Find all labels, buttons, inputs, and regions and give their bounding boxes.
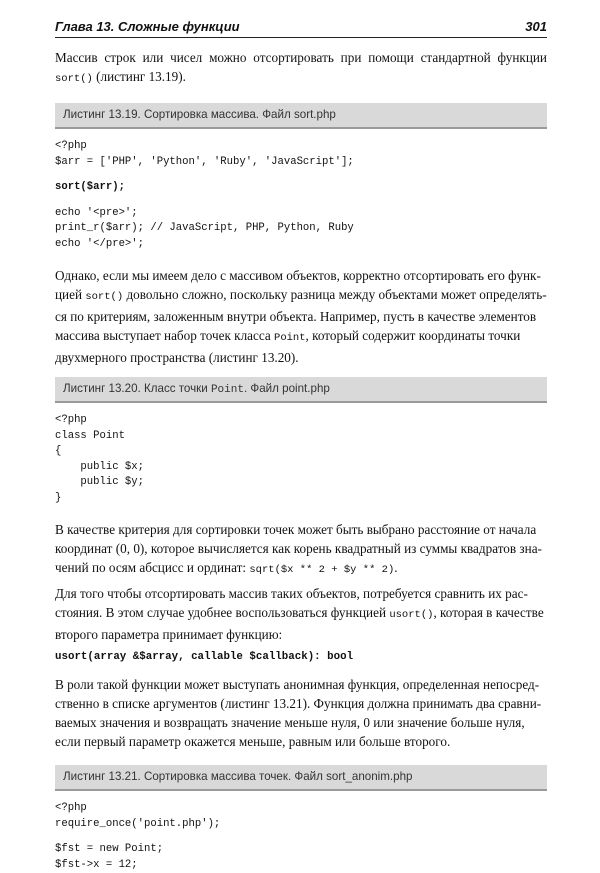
- text: чений по осям абсцисс и ординат:: [55, 560, 249, 575]
- text: цией: [55, 287, 85, 302]
- text: . Файл point.php: [244, 382, 330, 395]
- text-line: ваемых значения и возвращать значение меньше нуля, 0 или значение больше нуля,: [55, 713, 547, 732]
- text: Листинг 13.20. Класс точки: [63, 382, 211, 395]
- usort-signature: usort(array &$array, callable $callback): bool: [55, 648, 547, 667]
- running-header: [55, 14, 547, 38]
- text-line: двухмерного пространства (листинг 13.20).: [55, 348, 547, 367]
- inline-code-sort: sort(): [85, 291, 123, 303]
- text: , которая в качестве: [433, 605, 543, 620]
- text-line: если первый параметр окажется меньше, равным или больше второго.: [55, 732, 547, 751]
- page-number: 301: [525, 19, 547, 34]
- text-line: [55, 326, 547, 348]
- code-line: <?php: [55, 801, 547, 817]
- listing-13-20-title: [55, 377, 547, 403]
- code-line: <?php: [55, 139, 547, 155]
- text: .: [394, 560, 397, 575]
- code-line: $fst = new Point;: [55, 842, 547, 858]
- text-line: ся по критериям, заложенным внутри объекта. Например, пусть в качестве элементов: [55, 307, 547, 326]
- listing-13-19-code: [55, 139, 547, 252]
- text: стояния. В этом случае удобнее воспользоваться функцией: [55, 605, 389, 620]
- chapter-title: Глава 13. Сложные функции: [55, 19, 240, 34]
- book-page: [55, 14, 547, 873]
- paragraph-sort-intro: [55, 48, 547, 89]
- code-line: $fst->x = 12;: [55, 858, 547, 873]
- code-line: echo '<pre>';: [55, 206, 547, 222]
- paragraph-objects: [55, 266, 547, 367]
- text: массива выступает набор точек класса: [55, 328, 274, 343]
- inline-code-point: Point: [274, 332, 306, 344]
- text-line: координат (0, 0), которое вычисляется как корень квадратный из суммы квадратов зна-: [55, 539, 547, 558]
- inline-code-sqrt: sqrt($x ** 2 + $y ** 2): [249, 564, 394, 576]
- code-line: sort($arr);: [55, 180, 547, 196]
- listing-13-21-code: [55, 801, 547, 873]
- text-line: [55, 285, 547, 307]
- paragraph-usort: [55, 584, 547, 644]
- text-line: Для того чтобы отсортировать массив таких объектов, потребуется сравнить их рас-: [55, 584, 547, 603]
- code-line: public $x;: [55, 460, 547, 476]
- listing-13-21-title: Листинг 13.21. Сортировка массива точек. Файл sort_anonim.php: [55, 765, 547, 791]
- text-line: Однако, если мы имеем дело с массивом объектов, корректно отсортировать его функ-: [55, 266, 547, 285]
- text-line: ственно в списке аргументов (листинг 13.21). Функция должна принимать два сравни-: [55, 694, 547, 713]
- text-line: [55, 558, 547, 580]
- code-line: require_once('point.php');: [55, 817, 547, 833]
- text-line: второго параметра принимает функцию:: [55, 625, 547, 644]
- code-line: public $y;: [55, 475, 547, 491]
- text: (листинг 13.19).: [93, 69, 186, 84]
- text-line: [55, 603, 547, 625]
- text-line: В качестве критерия для сортировки точек может быть выбрано расстояние от начала: [55, 520, 547, 539]
- text: , который содержит координаты точки: [306, 328, 521, 343]
- code-line: <?php: [55, 413, 547, 429]
- inline-code-sort: sort(): [55, 73, 93, 85]
- code-line: print_r($arr); // JavaScript, PHP, Python, Ruby: [55, 221, 547, 237]
- listing-13-19-title: Листинг 13.19. Сортировка массива. Файл sort.php: [55, 103, 547, 129]
- code-line: }: [55, 491, 547, 507]
- code-line: class Point: [55, 429, 547, 445]
- code-line: {: [55, 444, 547, 460]
- text: Массив строк или чисел можно отсортировать при помощи стандартной функции: [55, 50, 547, 65]
- text: довольно сложно, поскольку разница между объектами может определять-: [123, 287, 546, 302]
- code-line: $arr = ['PHP', 'Python', 'Ruby', 'JavaScript'];: [55, 155, 547, 171]
- listing-13-20-code: [55, 413, 547, 506]
- paragraph-criterion: [55, 520, 547, 580]
- paragraph-anonymous: [55, 675, 547, 751]
- inline-code-usort: usort(): [389, 609, 433, 621]
- code-line: echo '</pre>';: [55, 237, 547, 253]
- inline-code-point: Point: [211, 384, 244, 396]
- text-line: В роли такой функции может выступать анонимная функция, определенная непосред-: [55, 675, 547, 694]
